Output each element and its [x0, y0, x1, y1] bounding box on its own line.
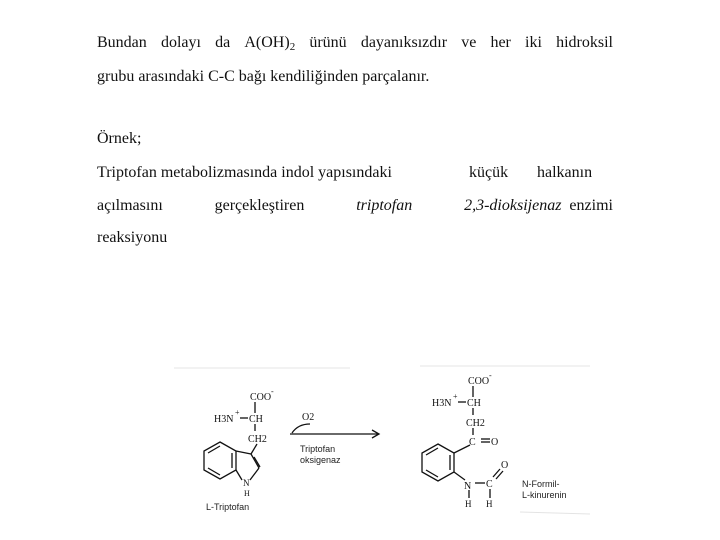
- word: hidroksil: [556, 34, 613, 51]
- reactant-ch2: CH2: [248, 434, 267, 445]
- reagent-oxygen: O2: [302, 412, 315, 423]
- example-line1-part2: küçük: [469, 164, 509, 181]
- product-nh-h: H: [465, 499, 472, 509]
- word: dolayı: [160, 34, 201, 51]
- word: ve: [461, 34, 477, 51]
- reactant-carboxylate-charge: -: [271, 387, 274, 396]
- enzyme-label-line1: Triptofan: [300, 444, 336, 454]
- word: Bundan: [97, 34, 147, 51]
- product-ch2: CH2: [466, 418, 485, 429]
- reactant-label: L-Triptofan: [206, 502, 250, 512]
- enzyme-label-line2: oksigenaz: [300, 455, 341, 465]
- product-label-line1: N-Formil-: [522, 479, 560, 489]
- word: açılmasını: [97, 197, 163, 214]
- product-amide-n: N: [464, 481, 472, 492]
- paragraph1-line2: grubu arasındaki C-C bağı kendiliğinden parçalanır.: [97, 68, 430, 85]
- product-formyl-h: H: [486, 499, 493, 509]
- reactant-carboxylate: COO: [250, 392, 272, 403]
- reactant-ring-n: N: [243, 478, 250, 488]
- product-ch: CH: [467, 398, 481, 409]
- product-formyl-c: C: [486, 479, 493, 490]
- word: gerçekleştiren: [214, 197, 305, 214]
- word: ürünü: [309, 34, 347, 51]
- word: iki: [525, 34, 542, 51]
- product-label-line2: L-kinurenin: [522, 490, 567, 500]
- word: dayanıksızdır: [360, 34, 448, 51]
- example-line1-part1: Triptofan metabolizmasında indol yapısındaki: [97, 164, 392, 181]
- example-heading: Örnek;: [97, 130, 142, 147]
- product-carbonyl-c: C: [469, 437, 476, 448]
- word: da: [215, 34, 231, 51]
- reactant-ring-h: H: [244, 489, 250, 498]
- product-formyl-o: O: [501, 460, 509, 471]
- example-line2: [97, 196, 613, 216]
- formula-aoh2: $A(OH)_2$: [244, 34, 296, 53]
- paragraph1-line1: [97, 33, 613, 53]
- reactant-amine: H3N: [214, 414, 234, 425]
- example-line3: reaksiyonu: [97, 229, 168, 246]
- enzyme-name: 2,3-dioksijenaz enzimi: [464, 197, 613, 214]
- product-carboxylate-charge: -: [489, 371, 492, 380]
- formula-subscript: 2: [289, 41, 296, 53]
- product-carboxylate: COO: [468, 376, 490, 387]
- reactant-ch: CH: [249, 414, 263, 425]
- example-line1-part3: halkanın: [537, 164, 593, 181]
- reactant-amine-charge: +: [235, 408, 240, 417]
- word: her: [490, 34, 511, 51]
- product-amine: H3N: [432, 398, 452, 409]
- product-carbonyl-o: O: [491, 437, 499, 448]
- reaction-scheme-figure: [170, 362, 602, 522]
- word-italic: triptofan: [356, 197, 413, 214]
- product-amine-charge: +: [453, 392, 458, 401]
